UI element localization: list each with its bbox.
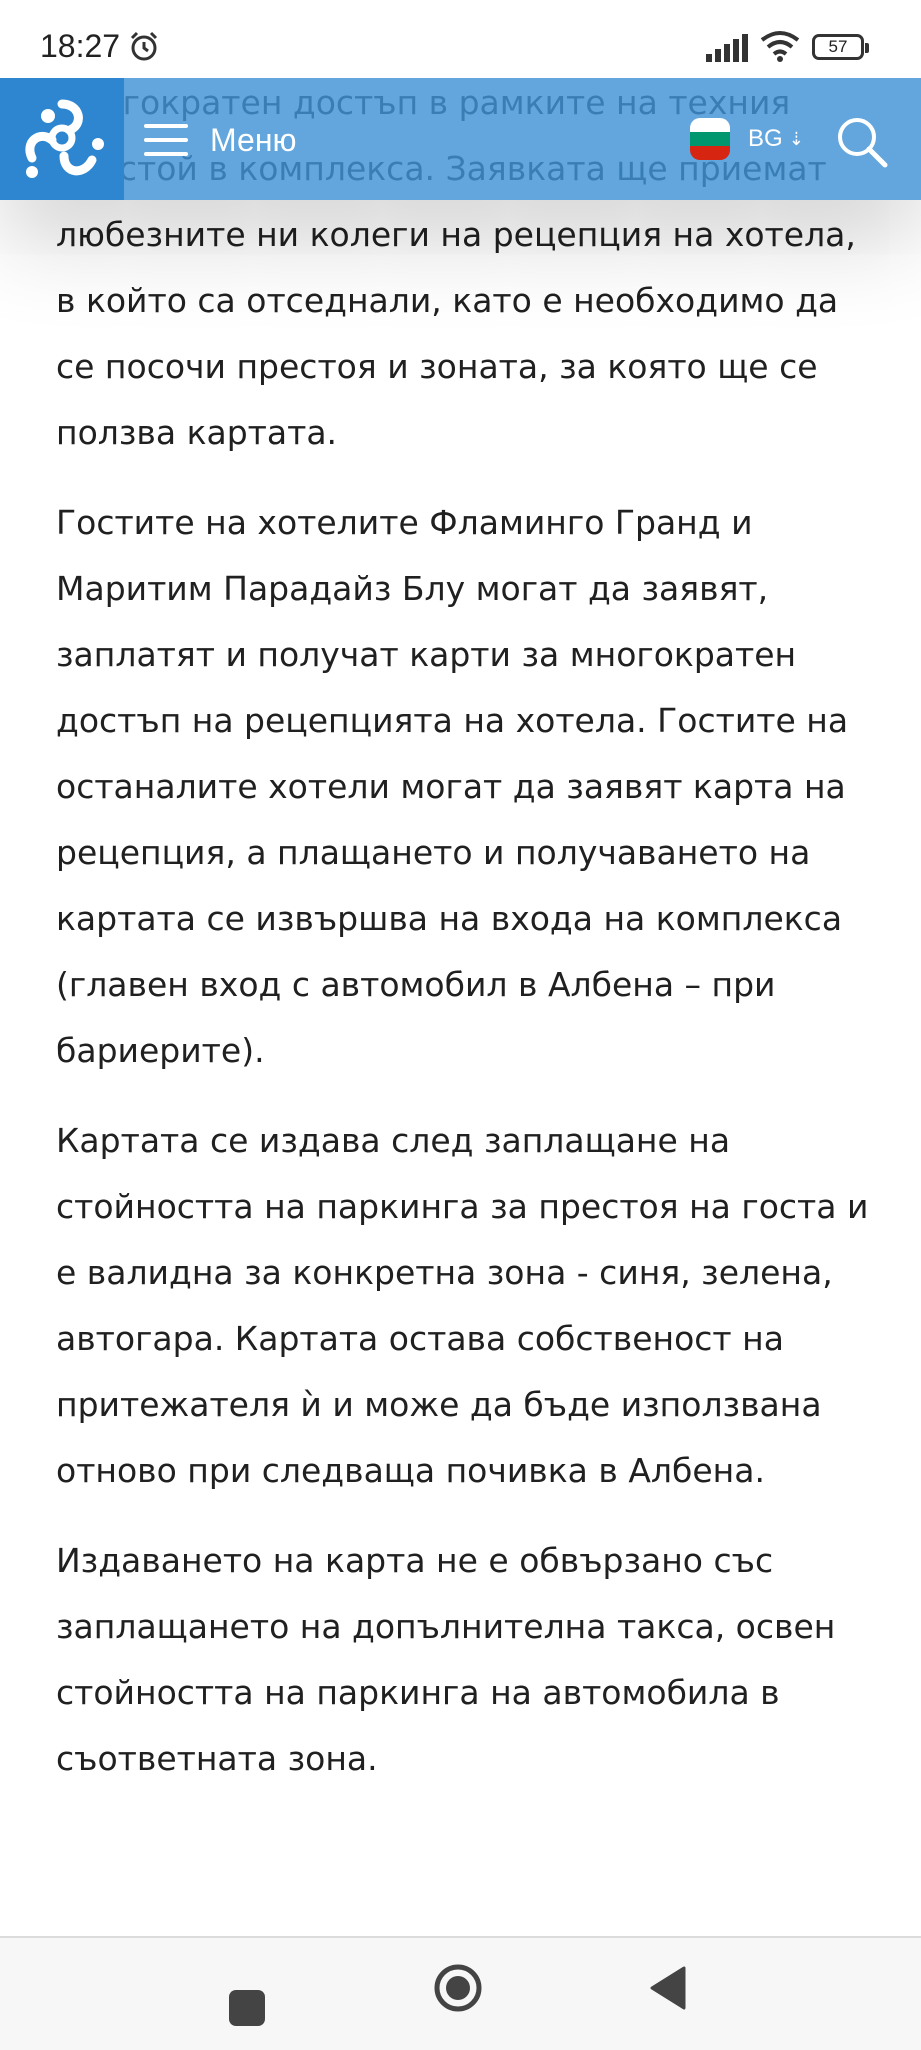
paragraph-no-fee: Издаването на карта не е обвързано със заплащането на допълнителна такса, освен стойността на паркинга на автомобила в съответната зона. [56, 1541, 836, 1778]
menu-button[interactable] [144, 112, 296, 168]
alarm-icon [128, 30, 160, 62]
home-button[interactable] [432, 1962, 484, 2014]
language-arrow: ⇣ [788, 128, 804, 150]
status-bar [0, 0, 921, 78]
status-time: 18:27 [40, 28, 121, 64]
paragraph-hotel-guests: Гостите на хотелите Фламинго Гранд и Маритим Парадайз Блу могат да заявят, заплатят и получат карти за многократен достъп на рецепцията на хотела. Гостите на останалите хотели могат да заявят карта на рецепция, а плащането и получаването на картата се извършва на входа на комплекса (главен вход с автомобил в Албена – при бариерите). [56, 503, 849, 1070]
albena-logo-icon [18, 94, 106, 182]
language-selector[interactable] [690, 118, 804, 160]
battery-icon [812, 34, 864, 60]
search-icon[interactable] [836, 116, 888, 168]
menu-label: Меню [210, 121, 297, 158]
language-label: BG [748, 125, 783, 152]
bulgaria-flag-icon [690, 118, 730, 160]
hamburger-icon [144, 124, 188, 156]
site-header [0, 78, 921, 200]
paragraph-access-request: любезните ни колеги на рецепция на хотела, в който са отседнали, като е необходимо да се посочи престоя и зоната, за която ще се ползва картата. [56, 215, 856, 452]
wifi-icon [760, 30, 800, 62]
battery-level: 57 [828, 37, 848, 56]
logo[interactable] [0, 78, 124, 200]
signal-icon [706, 34, 748, 62]
paragraph-card-issue: Картата се издава след заплащане на стойността на паркинга за престоя на госта и е валидна за конкретна зона - синя, зелена, автогара. Картата остава собственост на притежателя ѝ и може да бъде използвана отново при следваща почивка в Албена. [56, 1121, 869, 1490]
back-button[interactable] [648, 1966, 688, 2010]
recents-button[interactable] [229, 1990, 265, 2026]
article-content [56, 70, 876, 1816]
